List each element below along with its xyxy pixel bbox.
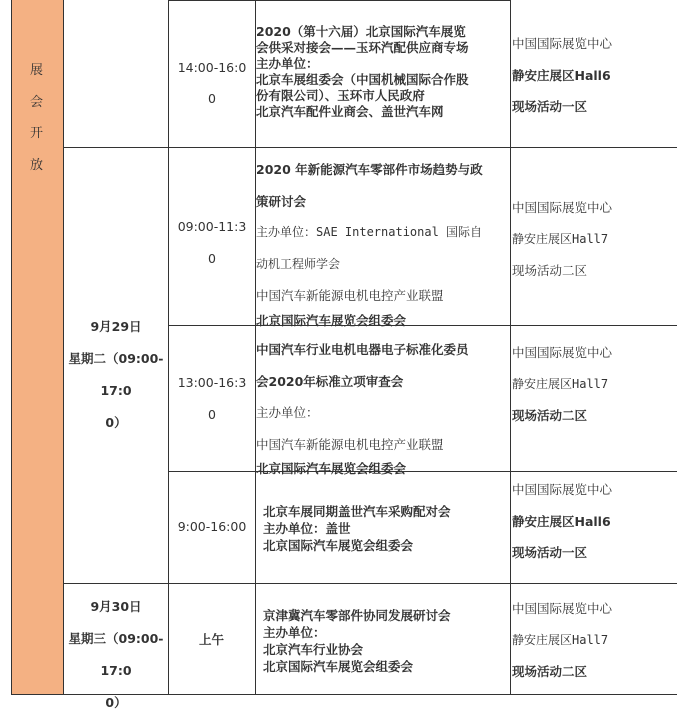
side-label <box>30 55 43 181</box>
event-cell: 北京车展同期盖世汽车采购配对会 主办单位：盖世 北京国际汽车展览会组委会 <box>263 504 451 553</box>
time-cell: 9:00-16:00 <box>177 519 247 534</box>
border <box>168 0 510 1</box>
event-cell: 中国汽车行业电机电器电子标准化委员 会2020年标准立项审查会 主办单位： 中国汽车新能源电机电控产业联盟 北京国际汽车展览会组委会 <box>256 342 469 476</box>
venue-cell: 中国国际展览中心 静安庄展区Hall7 现场活动二区 <box>512 601 613 679</box>
date-cell: 9月30日 星期三（09:00-17:0 0） <box>68 599 164 710</box>
border <box>63 147 677 148</box>
border <box>510 0 511 695</box>
venue-cell: 中国国际展览中心 静安庄展区Hall7 现场活动二区 <box>512 345 613 423</box>
time-cell: 上午 <box>199 632 225 647</box>
event-cell: 京津冀汽车零部件协同发展研讨会 主办单位： 北京汽车行业协会 北京国际汽车展览会组委会 <box>263 608 451 674</box>
time-cell: 14:00-16:0 0 <box>177 60 247 106</box>
event-cell: 2020（第十六届）北京国际汽车展览 会供采对接会——玉环汽配供应商专场 主办单位： 北京车展组委会（中国机械国际合作股 份有限公司）、玉环市人民政府 北京汽车配件业商会、盖世汽车网 <box>256 24 469 119</box>
border <box>11 0 12 695</box>
side-char: 开 <box>30 126 44 141</box>
event-cell: 2020 年新能源汽车零部件市场趋势与政 策研讨会 主办单位：SAE International 国际自 动机工程师学会 中国汽车新能源电机电控产业联盟 北京国际汽车展览会组委会 <box>256 162 483 328</box>
venue-cell: 中国国际展览中心 静安庄展区Hall7 现场活动二区 <box>512 200 613 278</box>
side-char: 会 <box>30 94 44 110</box>
venue-cell: 中国国际展览中心 静安庄展区Hall6 现场活动一区 <box>512 36 613 114</box>
venue-cell: 中国国际展览中心 静安庄展区Hall6 现场活动一区 <box>512 482 613 560</box>
side-char: 放 <box>30 157 44 173</box>
date-cell: 9月29日 星期二（09:00-17:0 0） <box>68 319 164 430</box>
time-cell: 09:00-11:3 0 <box>177 219 247 266</box>
side-char: 展 <box>30 63 44 78</box>
border <box>63 583 677 584</box>
time-cell: 13:00-16:3 0 <box>177 375 247 422</box>
